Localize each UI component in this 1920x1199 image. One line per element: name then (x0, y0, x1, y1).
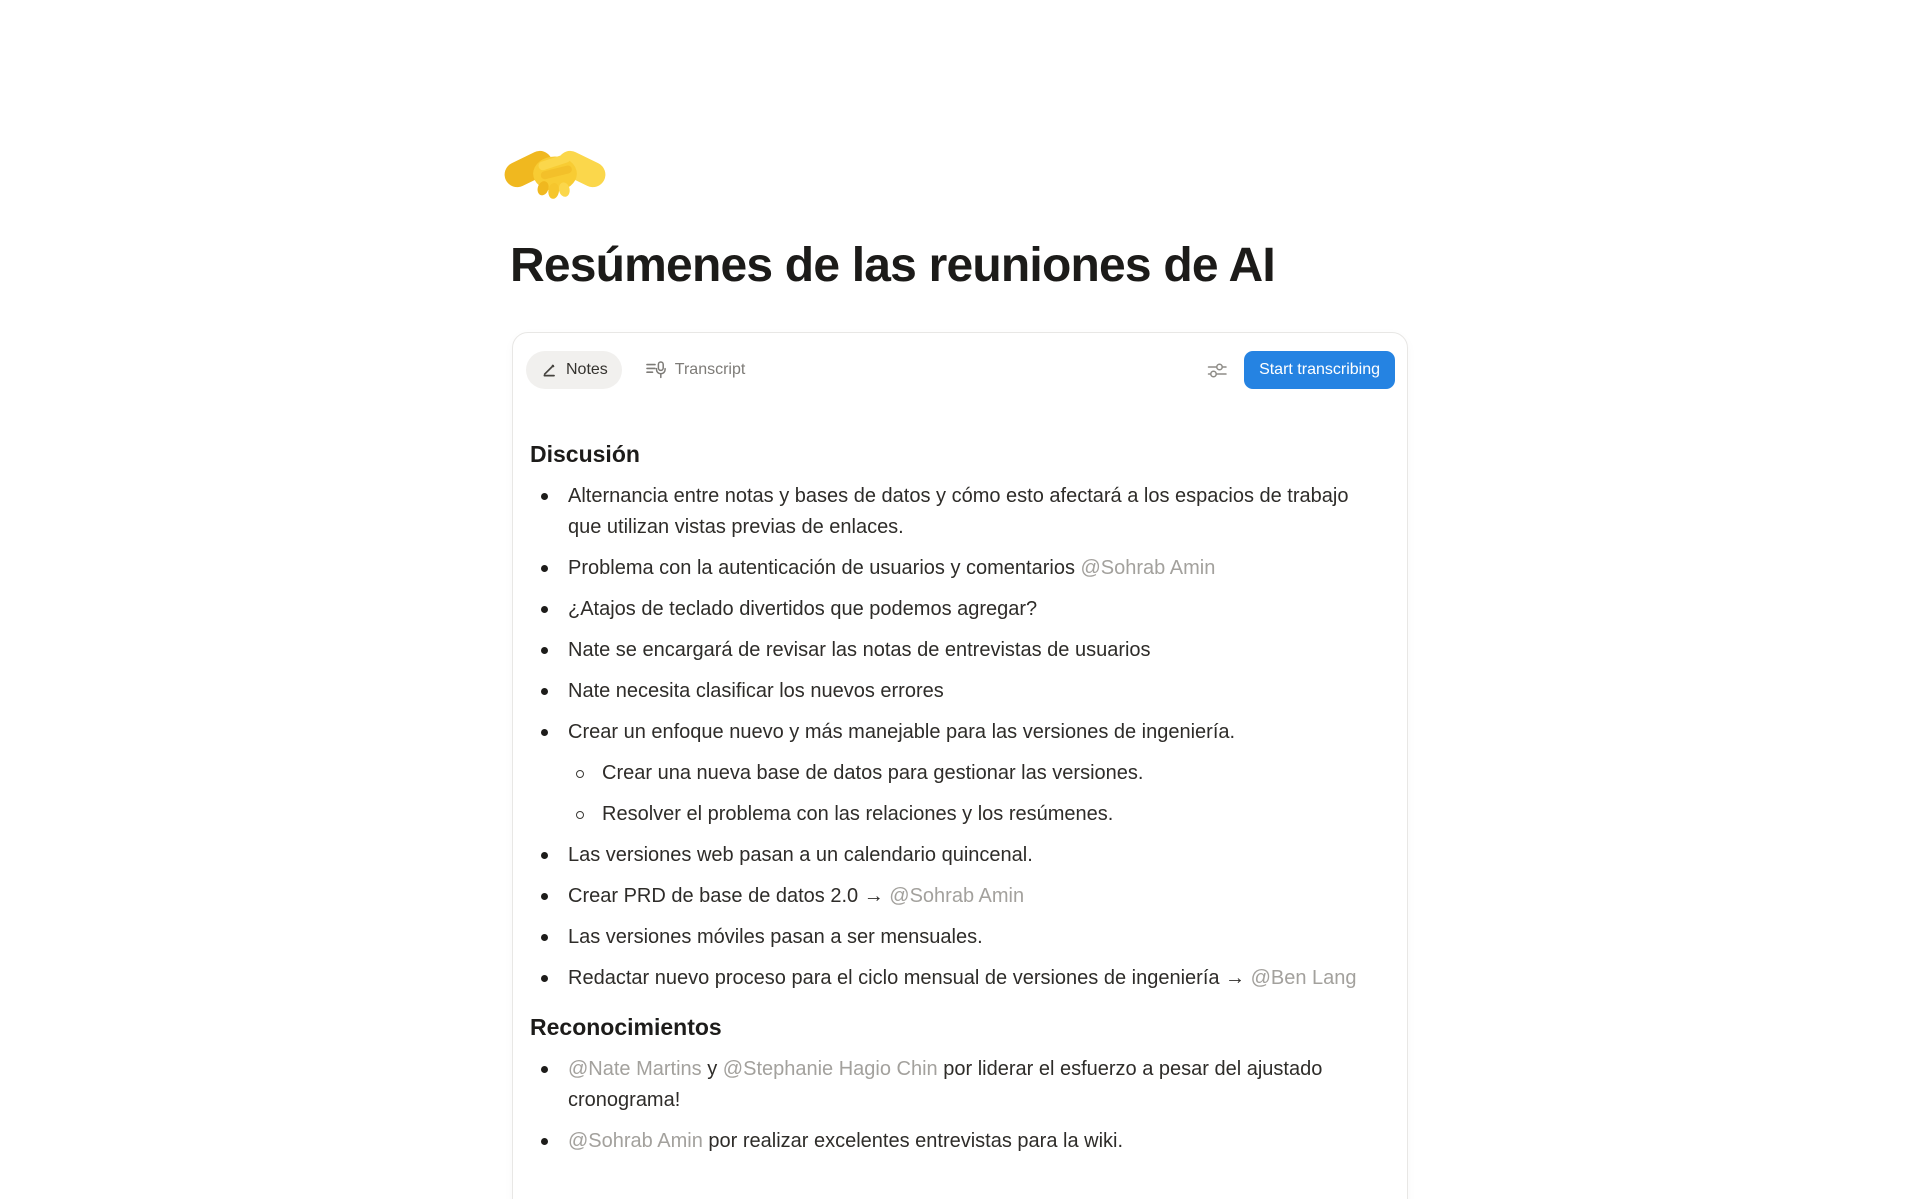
list-item[interactable] (530, 594, 1385, 625)
list-item-text: Las versiones móviles pasan a ser mensuales. (568, 926, 983, 948)
tab-transcript-label: Transcript (674, 361, 746, 378)
list-item[interactable] (530, 922, 1385, 953)
user-mention[interactable]: @Sohrab Amin (889, 885, 1025, 907)
settings-sliders-icon[interactable] (1207, 363, 1228, 378)
user-mention[interactable]: @Ben Lang (1250, 967, 1357, 989)
tab-transcript[interactable] (632, 351, 760, 389)
list-item-text: Nate se encargará de revisar las notas de entrevistas de usuarios (568, 639, 1151, 661)
list-item-text: Crear PRD de base de datos 2.0 → (568, 885, 890, 907)
list-item[interactable] (530, 481, 1385, 543)
tab-notes-label: Notes (566, 361, 608, 378)
list-item[interactable] (530, 963, 1385, 994)
tab-notes[interactable] (526, 351, 622, 389)
pen-icon (540, 362, 557, 379)
list-item[interactable] (530, 1054, 1385, 1116)
list-item[interactable] (530, 676, 1385, 707)
ai-meeting-notes-card (512, 332, 1408, 1199)
list-item-text: Crear una nueva base de datos para gestionar las versiones. (602, 762, 1144, 784)
user-mention[interactable]: @Nate Martins (568, 1058, 702, 1080)
handshake-icon (502, 128, 608, 222)
list-item-text: por liderar el esfuerzo a pesar del ajustado cronograma! (568, 1058, 1323, 1111)
list-item-text: ¿Atajos de teclado divertidos que podemos agregar? (568, 598, 1038, 620)
list-item-text: Las versiones web pasan a un calendario quincenal. (568, 844, 1033, 866)
user-mention[interactable]: @Sohrab Amin (1080, 557, 1216, 579)
list-item-text: Problema con la autenticación de usuarios y comentarios (568, 557, 1081, 579)
list-item-text: Alternancia entre notas y bases de datos y cómo esto afectará a los espacios de trabajo que utilizan vistas previas de enlaces. (568, 485, 1349, 538)
list-item[interactable] (530, 635, 1385, 666)
list-item[interactable] (530, 758, 1385, 789)
notes-body (513, 439, 1407, 1191)
bullet-list (530, 481, 1385, 994)
list-item-text: por realizar excelentes entrevistas para la wiki. (702, 1130, 1124, 1152)
handshake-emoji-page-icon[interactable] (502, 128, 608, 222)
section-heading[interactable]: Discusión (530, 441, 640, 467)
list-item-text: Redactar nuevo proceso para el ciclo mensual de versiones de ingeniería → (568, 967, 1251, 989)
user-mention[interactable]: @Stephanie Hagio Chin (722, 1058, 938, 1080)
list-item[interactable] (530, 1126, 1385, 1157)
meeting-card-toolbar (513, 333, 1407, 421)
page-title[interactable]: Resúmenes de las reuniones de AI (510, 239, 1275, 292)
bullet-list (530, 1054, 1385, 1157)
list-item[interactable] (530, 881, 1385, 912)
user-mention[interactable]: @Sohrab Amin (568, 1130, 703, 1152)
list-item-text: Resolver el problema con las relaciones y los resúmenes. (602, 803, 1114, 825)
list-item[interactable] (530, 553, 1385, 584)
section-heading[interactable]: Reconocimientos (530, 1014, 722, 1040)
list-item[interactable] (530, 717, 1385, 748)
list-item[interactable] (530, 840, 1385, 871)
list-item-text: Crear un enfoque nuevo y más manejable para las versiones de ingeniería. (568, 721, 1236, 743)
start-transcribing-button[interactable]: Start transcribing (1244, 351, 1395, 389)
list-item-text: y (701, 1058, 723, 1080)
list-item[interactable] (530, 799, 1385, 830)
transcript-mic-icon (646, 361, 666, 379)
list-item-text: Nate necesita clasificar los nuevos errores (568, 680, 944, 702)
